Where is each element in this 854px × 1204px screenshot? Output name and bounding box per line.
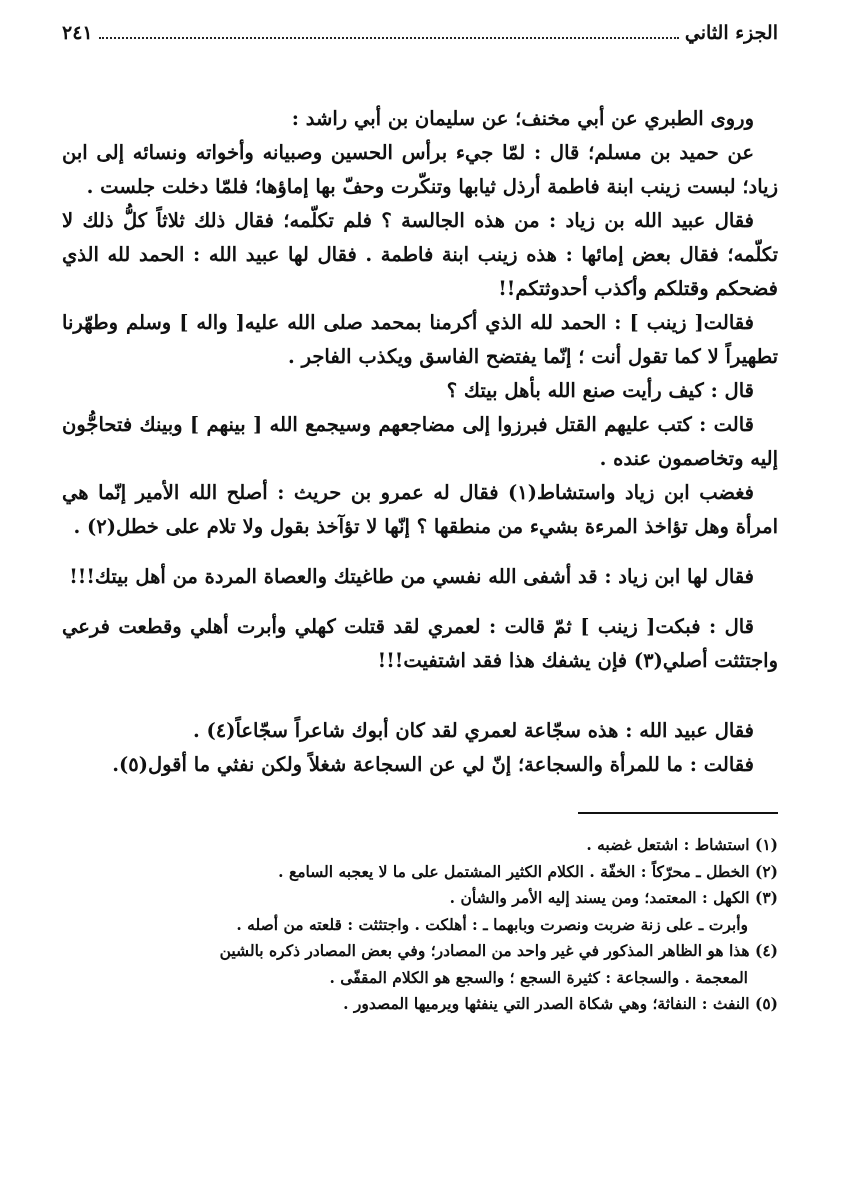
- footnote-separator: [578, 812, 778, 814]
- footnote: (١) استشاط : اشتعل غضبه .: [586, 835, 778, 854]
- paragraph: فقالت[ زينب ] : الحمد لله الذي أكرمنا بمحمد صلى الله عليه[ واله ] وسلم وطهّرنا تطهيراً لا كما تقول أنت ؛ إنّما يفتضح الفاسق ويكذب الفاجر .: [62, 311, 778, 368]
- footnote-continuation: وأبرت ـ على زنة ضربت ونصرت وبابهما ـ : أهلكت . واجتثثت : قلعته من أصله .: [236, 914, 748, 934]
- header-dotted-leader: [99, 23, 679, 39]
- paragraph: قال : كيف رأيت صنع الله بأهل بيتك ؟: [446, 379, 754, 402]
- main-text: [62, 102, 778, 782]
- page-header: [62, 22, 778, 60]
- footnote-continuation: المعجمة . والسجاعة : كثيرة السجع ؛ والسجع هو الكلام المقفّى .: [329, 967, 748, 987]
- paragraph: فقال عبيد الله : هذه سجّاعة لعمري لقد كان أبوك شاعراً سجّاعاً(٤) .: [192, 719, 754, 742]
- paragraph: فقالت : ما للمرأة والسجاعة؛ إنّ لي عن السجاعة شغلاً ولكن نفثي ما أقول(٥).: [112, 753, 754, 776]
- footnote: (٤) هذا هو الظاهر المذكور في غير واحد من المصادر؛ وفي بعض المصادر ذكره بالشين: [219, 941, 778, 960]
- footnotes: [62, 832, 778, 1018]
- paragraph: فغضب ابن زياد واستشاط(١) فقال له عمرو بن حريث : أصلح الله الأمير إنّما هي امرأة وهل تؤاخذ المرءة بشيء من منطقها ؟ إنّها لا تؤآخذ بقول ولا تلام على خطل(٢) .: [62, 481, 778, 538]
- footnote: (٢) الخطل ـ محرّكاً : الخفّة . الكلام الكثير المشتمل على ما لا يعجبه السامع .: [278, 861, 778, 881]
- paragraph: قال : فبكت[ زينب ] ثمّ قالت : لعمري لقد قتلت كهلي وأبرت أهلي وقطعت فرعي واجتثثت أصلي(٣) فإن يشفك هذا فقد اشتفيت!!!: [62, 615, 778, 672]
- footnote: (٥) النفث : النفاثة؛ وهي شكاة الصدر التي ينفثها ويرميها المصدور .: [343, 994, 778, 1013]
- page-number: ٢٤١: [62, 22, 93, 44]
- paragraph: فقال لها ابن زياد : قد أشفى الله نفسي من طاغيتك والعصاة المردة من أهل بيتك!!!: [69, 565, 754, 588]
- paragraph: وروى الطبري عن أبي مخنف؛ عن سليمان بن أبي راشد :: [291, 107, 754, 130]
- paragraph: قالت : كتب عليهم القتل فبرزوا إلى مضاجعهم وسيجمع الله [ بينهم ] وبينك فتحاجُّون إليه وتخاصمون عنده .: [62, 413, 778, 470]
- footnote: (٣) الكهل : المعتمد؛ ومن يسند إليه الأمر والشأن .: [449, 888, 778, 907]
- part-title: الجزء الثاني: [684, 22, 778, 44]
- paragraph: عن حميد بن مسلم؛ قال : لمّا جيء برأس الحسين وصبيانه وأخواته ونسائه إلى ابن زياد؛ لبست زينب ابنة فاطمة أرذل ثيابها وتنكّرت وحفّ بها إماؤها؛ فلمّا دخلت جلست .: [62, 141, 778, 198]
- paragraph: فقال عبيد الله بن زياد : من هذه الجالسة ؟ فلم تكلّمه؛ فقال ذلك ثلاثاً كلُّ ذلك لا تكلّمه؛ فقال بعض إمائها : هذه زينب ابنة فاطمة . فقال لها عبيد الله : الحمد لله الذي فضحكم وقتلكم وأكذب أحدوثتكم!!: [62, 209, 778, 300]
- book-page: [62, 22, 778, 1182]
